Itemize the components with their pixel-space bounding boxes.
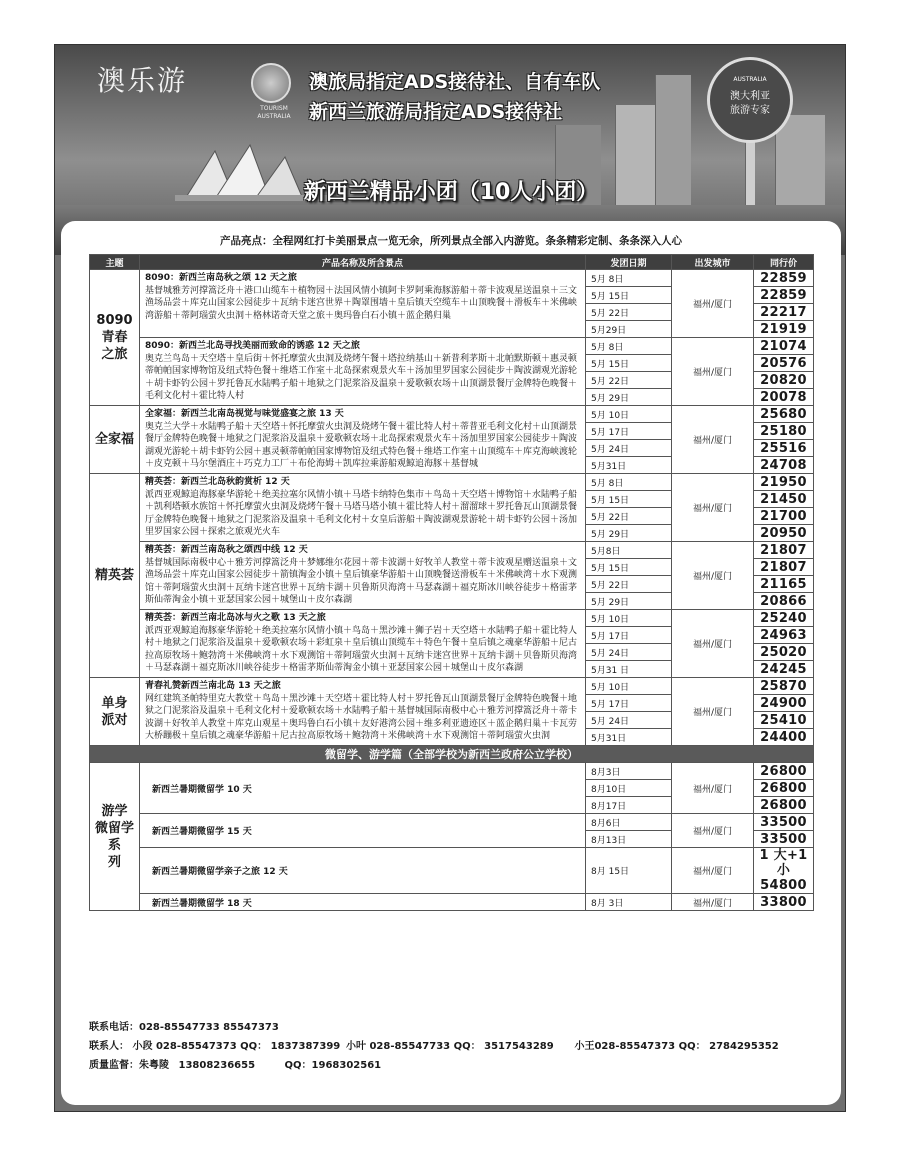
departure-city: 福州/厦门 bbox=[672, 338, 754, 406]
departure-city: 福州/厦门 bbox=[672, 678, 754, 746]
col-header-city: 出发城市 bbox=[672, 255, 754, 270]
departure-city: 福州/厦门 bbox=[672, 763, 754, 814]
trade-price: 20820 bbox=[754, 372, 814, 389]
supervisor-qq: 1968302561 bbox=[311, 1060, 382, 1071]
section-header-row bbox=[90, 746, 814, 763]
table-row bbox=[90, 474, 814, 491]
theme-cell: 单身 派对 bbox=[90, 678, 140, 746]
trade-price: 20950 bbox=[754, 525, 814, 542]
departure-date: 5月 10日 bbox=[586, 610, 672, 627]
contact-qq: 1837387399 bbox=[270, 1041, 341, 1052]
badge-top: AUSTRALIA bbox=[733, 76, 767, 83]
departure-city: 福州/厦门 bbox=[672, 814, 754, 848]
trade-price: 22859 bbox=[754, 287, 814, 304]
study-product-name: 新西兰暑期微留学 10 天 bbox=[140, 763, 586, 814]
trade-price: 25020 bbox=[754, 644, 814, 661]
product-name: 精英荟：新西兰南北岛冰与火之歌 13 天之旅 bbox=[145, 613, 326, 623]
trade-price: 26800 bbox=[754, 763, 814, 780]
departure-date: 5月 10日 bbox=[586, 678, 672, 695]
trade-price: 20576 bbox=[754, 355, 814, 372]
product-description-cell bbox=[140, 406, 586, 474]
trade-price: 25870 bbox=[754, 678, 814, 695]
col-header-price: 同行价 bbox=[754, 255, 814, 270]
trade-price: 25240 bbox=[754, 610, 814, 627]
contact-phone: 028-85547733 bbox=[369, 1041, 451, 1052]
departure-date: 8月6日 bbox=[586, 814, 672, 831]
contact-qq: 3517543289 bbox=[484, 1041, 554, 1052]
supervisor-line bbox=[89, 1056, 829, 1075]
product-name: 青春礼赞新西兰南北岛 13 天之旅 bbox=[145, 681, 281, 691]
departure-date: 5月31日 bbox=[586, 457, 672, 474]
itinerary-table bbox=[89, 254, 814, 911]
product-name: 8090：新西兰北岛寻找美丽而致命的诱惑 12 天之旅 bbox=[145, 341, 360, 351]
contact-phone-line bbox=[89, 1018, 829, 1037]
theme-cell: 精英荟 bbox=[90, 474, 140, 678]
departure-date: 5月31 日 bbox=[586, 661, 672, 678]
contact-qq: 2784295352 bbox=[709, 1041, 779, 1052]
theme-cell: 8090 青春 之旅 bbox=[90, 270, 140, 406]
study-section-title: 微留学、游学篇（全部学校为新西兰政府公立学校） bbox=[90, 746, 814, 763]
departure-date: 5月 8日 bbox=[586, 270, 672, 287]
supervisor-phone: 13808236655 bbox=[178, 1060, 256, 1071]
product-name: 全家福：新西兰北南岛视觉与味觉盛宴之旅 13 天 bbox=[145, 409, 344, 419]
poster bbox=[54, 44, 846, 1112]
tourism-australia-logo-icon bbox=[251, 63, 291, 103]
departure-date: 5月 8日 bbox=[586, 474, 672, 491]
product-attractions: 奥克兰大学＋水陆鸭子船＋天空塔＋怀托摩萤火虫洞及烧烤午餐＋霍比特人村＋蒂普亚毛利文化村＋山顶湖景餐厅金牌特色晚餐＋地狱之门泥浆浴及温泉＋爱歌顿农场＋北岛探索观景火车＋汤加里罗国家公园徒步＋陶波湖观光游轮＋胡卡虾钓公园＋惠灵顿蒂帕帕国家博物馆及纽式特色餐＋维塔工作室＋山顶缆车＋库克海峡渡轮＋皮克顿＋马尔堡酒庄＋巧克力工厂＋布伦海姆＋凯库拉乘游船观鲸追海豚＋基督城 bbox=[145, 421, 578, 470]
theme-cell: 全家福 bbox=[90, 406, 140, 474]
product-attractions: 基督城雅芳河撑篙泛舟＋港口山缆车＋植物园＋法国风情小镇阿卡罗阿乘海豚游船＋蒂卡波观星送温泉＋三文渔场品尝＋库克山国家公园徒步＋瓦纳卡迷宫世界＋陶罩围墙＋皇后镇天空缆车＋山顶晚餐＋滑板车＋米佛峡湾游船＋蒂阿瑙萤火虫洞＋格林诺奇天堂之旅＋奥玛鲁白石小镇＋蓝企鹅归巢 bbox=[145, 285, 578, 321]
departure-date: 5月29日 bbox=[586, 321, 672, 338]
trade-price: 1 大+1 小 54800 bbox=[754, 848, 814, 894]
badge-line-2: 旅游专家 bbox=[730, 105, 770, 116]
headline-ads: 澳旅局指定ADS接待社、自有车队 bbox=[309, 71, 601, 93]
trade-price: 24245 bbox=[754, 661, 814, 678]
trade-price: 25410 bbox=[754, 712, 814, 729]
qq-label: QQ： bbox=[453, 1041, 481, 1052]
brand-logo: 澳乐游 bbox=[97, 64, 188, 97]
trade-price: 20866 bbox=[754, 593, 814, 610]
badge-line-1: 澳大利亚 bbox=[730, 91, 770, 102]
logo-caption: TOURISM AUSTRALIA bbox=[257, 105, 291, 120]
table-row bbox=[90, 542, 814, 559]
table-row bbox=[90, 270, 814, 287]
product-description-cell bbox=[140, 338, 586, 406]
trade-price: 25516 bbox=[754, 440, 814, 457]
departure-date: 5月 15日 bbox=[586, 559, 672, 576]
departure-city: 福州/厦门 bbox=[672, 542, 754, 610]
contact-name: 小段 bbox=[132, 1041, 153, 1052]
departure-city: 福州/厦门 bbox=[672, 270, 754, 338]
table-row bbox=[90, 814, 814, 831]
trade-price: 21700 bbox=[754, 508, 814, 525]
product-highlights: 产品亮点：全程网红打卡美丽景点一览无余，所列景点全部入内游览。条条精彩定制、条条深入人心 bbox=[220, 235, 682, 247]
trade-price: 21950 bbox=[754, 474, 814, 491]
departure-city: 福州/厦门 bbox=[672, 848, 754, 894]
product-name: 精英荟：新西兰北岛秋韵赏析 12 天 bbox=[145, 477, 290, 487]
trade-price: 24963 bbox=[754, 627, 814, 644]
col-header-product: 产品名称及所含景点 bbox=[140, 255, 586, 270]
departure-date: 5月 15日 bbox=[586, 355, 672, 372]
contact-persons-line bbox=[89, 1037, 829, 1056]
departure-date: 5月 22日 bbox=[586, 372, 672, 389]
product-name: 8090：新西兰南岛秋之颂 12 天之旅 bbox=[145, 273, 297, 283]
table-row bbox=[90, 763, 814, 780]
headline-nz: 新西兰旅游局指定ADS接待社 bbox=[309, 101, 563, 123]
product-description-cell bbox=[140, 610, 586, 678]
contact-name: 小王 bbox=[574, 1041, 595, 1052]
trade-price: 33500 bbox=[754, 831, 814, 848]
trade-price: 21450 bbox=[754, 491, 814, 508]
product-title: 新西兰精品小团（10人小团） bbox=[303, 180, 599, 205]
departure-date: 5月 22日 bbox=[586, 508, 672, 525]
trade-price: 21807 bbox=[754, 559, 814, 576]
trade-price: 22217 bbox=[754, 304, 814, 321]
table-row bbox=[90, 848, 814, 894]
departure-date: 5月 29日 bbox=[586, 525, 672, 542]
departure-date: 8月13日 bbox=[586, 831, 672, 848]
contact-phone: 028-85547373 bbox=[155, 1041, 237, 1052]
trade-price: 26800 bbox=[754, 780, 814, 797]
product-description-cell bbox=[140, 270, 586, 338]
departure-date: 8月 15日 bbox=[586, 848, 672, 894]
col-header-theme: 主题 bbox=[90, 255, 140, 270]
trade-price: 21074 bbox=[754, 338, 814, 355]
departure-date: 5月 29日 bbox=[586, 389, 672, 406]
trade-price: 26800 bbox=[754, 797, 814, 814]
departure-date: 5月 8日 bbox=[586, 338, 672, 355]
departure-date: 5月 15日 bbox=[586, 491, 672, 508]
table-row bbox=[90, 406, 814, 423]
trade-price: 21919 bbox=[754, 321, 814, 338]
trade-price: 25680 bbox=[754, 406, 814, 423]
table-row bbox=[90, 894, 814, 911]
product-description-cell bbox=[140, 678, 586, 746]
departure-city: 福州/厦门 bbox=[672, 610, 754, 678]
product-name: 精英荟：新西兰南岛秋之颂西中线 12 天 bbox=[145, 545, 308, 555]
trade-price: 25180 bbox=[754, 423, 814, 440]
study-product-name: 新西兰暑期微留学 18 天 bbox=[140, 894, 586, 911]
product-attractions: 基督城国际南极中心＋雅芳河撑篙泛舟＋梦娜维尔花园＋蒂卡波湖＋好牧羊人教堂＋蒂卡波观星赠送温泉＋文渔场品尝＋库克山国家公园徒步＋箭镇淘金小镇＋皇后镇豪华游船＋山顶晚餐送滑板车＋米佛峡湾＋水下观测馆＋蒂阿瑙萤火虫洞＋瓦纳卡迷宫世界＋瓦纳卡湖＋贝鲁斯贝海湾＋马瑟森湖＋福克斯冰川峡谷徒步＋格雷茅斯仙蒂淘金小镇＋亚瑟国家公园＋城堡山＋皮尔森湖 bbox=[145, 557, 578, 606]
product-attractions: 派西亚观鲸追海豚豪华游轮＋绝美拉塞尔风情小镇＋鸟岛＋黑沙滩＋狮子岩＋天空塔＋水陆鸭子船＋霍比特人村＋地狱之门泥浆浴及温泉＋爱歌顿农场＋彩虹泉＋皇后镇山顶缆车＋特色午餐＋皇后镇之魂豪华游船＋尼古拉高原牧场＋鲍勃湾＋米佛峡湾＋水下观测馆＋蒂阿瑙萤火虫洞＋瓦纳卡迷宫世界＋瓦纳卡湖＋贝鲁斯贝海湾＋马瑟森湖＋福克斯冰川峡谷徒步＋格雷茅斯仙蒂淘金小镇＋亚瑟国家公园＋城堡山＋皮尔森湖 bbox=[145, 625, 578, 674]
person-label: 联系人： bbox=[89, 1041, 129, 1052]
departure-date: 5月 22日 bbox=[586, 304, 672, 321]
contact-name: 小叶 bbox=[345, 1041, 366, 1052]
product-attractions: 奥克兰鸟岛＋天空塔＋皇后街＋怀托摩萤火虫洞及烧烤午餐＋塔拉纳基山＋新普利茅斯＋北帕默斯顿＋惠灵顿蒂帕帕国家博物馆及纽式特色餐＋维塔工作室＋北岛探索观景火车＋汤加里罗国家公园徒步＋陶波湖观光游轮＋胡卡虾钓公园＋罗托鲁瓦水陆鸭子船＋地狱之门泥浆浴及温泉＋爱歌顿农场＋山顶湖景餐厅金牌特色晚餐＋毛利文化村＋霍比特人村 bbox=[145, 353, 578, 402]
qq-label: QQ： bbox=[240, 1041, 268, 1052]
trade-price: 21807 bbox=[754, 542, 814, 559]
table-body bbox=[90, 270, 814, 911]
departure-date: 8月 3日 bbox=[586, 894, 672, 911]
departure-date: 5月 17日 bbox=[586, 423, 672, 440]
departure-date: 5月 17日 bbox=[586, 627, 672, 644]
departure-date: 5月 22日 bbox=[586, 576, 672, 593]
departure-date: 5月31日 bbox=[586, 729, 672, 746]
trade-price: 21165 bbox=[754, 576, 814, 593]
table-row bbox=[90, 610, 814, 627]
trade-price: 24900 bbox=[754, 695, 814, 712]
col-header-date: 发团日期 bbox=[586, 255, 672, 270]
supervisor-label: 质量监督： bbox=[89, 1060, 139, 1071]
contact-phone: 028-85547373 bbox=[594, 1041, 676, 1052]
departure-date: 5月 17日 bbox=[586, 695, 672, 712]
trade-price: 24400 bbox=[754, 729, 814, 746]
departure-city: 福州/厦门 bbox=[672, 406, 754, 474]
trade-price: 22859 bbox=[754, 270, 814, 287]
contact-block bbox=[89, 1018, 829, 1075]
departure-date: 5月 24日 bbox=[586, 440, 672, 457]
trade-price: 20078 bbox=[754, 389, 814, 406]
departure-date: 5月8日 bbox=[586, 542, 672, 559]
trade-price: 24708 bbox=[754, 457, 814, 474]
trade-price: 33800 bbox=[754, 894, 814, 911]
departure-city: 福州/厦门 bbox=[672, 894, 754, 911]
study-product-name: 新西兰暑期微留学 15 天 bbox=[140, 814, 586, 848]
departure-date: 5月 24日 bbox=[586, 644, 672, 661]
theme-cell: 游学 微留学系 列 bbox=[90, 763, 140, 911]
departure-date: 5月 24日 bbox=[586, 712, 672, 729]
table-row bbox=[90, 338, 814, 355]
departure-date: 8月3日 bbox=[586, 763, 672, 780]
table-header-row bbox=[90, 255, 814, 270]
product-attractions: 派西亚观鲸追海豚豪华游轮＋绝美拉塞尔风情小镇＋马塔卡纳特色集市＋鸟岛＋天空塔＋博物馆＋水陆鸭子船＋凯利塔顿水族馆＋怀托摩萤火虫洞及烧烤午餐＋马塔马塔小镇＋霍比特人村＋溜溜球＋罗托鲁瓦山顶湖景餐厅金牌特色晚餐＋地狱之门泥浆浴及温泉＋毛利文化村＋女皇后游船＋陶波湖观景游轮＋胡卡虾钓公园＋汤加里罗国家公园＋探索之旅观光火车 bbox=[145, 489, 578, 538]
phone-label: 联系电话： bbox=[89, 1022, 139, 1033]
supervisor-name: 朱粤陵 bbox=[139, 1060, 169, 1071]
departure-date: 5月 10日 bbox=[586, 406, 672, 423]
product-description-cell bbox=[140, 542, 586, 610]
study-product-name: 新西兰暑期微留学亲子之旅 12 天 bbox=[140, 848, 586, 894]
trade-price: 33500 bbox=[754, 814, 814, 831]
phone-number: 028-85547733 85547373 bbox=[139, 1022, 279, 1033]
qq-label: QQ： bbox=[284, 1060, 312, 1071]
departure-date: 8月17日 bbox=[586, 797, 672, 814]
table-row bbox=[90, 678, 814, 695]
product-description-cell bbox=[140, 474, 586, 542]
product-attractions: 网红建筑圣帕特里克大教堂＋鸟岛＋黑沙滩＋天空塔＋霍比特人村＋罗托鲁瓦山顶湖景餐厅金牌特色晚餐＋地狱之门泥浆浴及温泉＋毛利文化村＋爱歌顿农场＋水陆鸭子船＋基督城国际南极中心＋雅芳河撑篙泛舟＋蒂卡波湖＋好牧羊人教堂＋库克山观星＋奥玛鲁白石小镇＋友好港湾公园＋维多利亚遗迹区＋蓝企鹅归巢＋卡瓦劳大桥蹦极＋皇后镇之魂豪华游船＋尼古拉高原牧场＋鲍勃湾＋米佛峡湾＋水下观测馆＋蒂阿瑙萤火虫洞 bbox=[145, 693, 578, 742]
qq-label: QQ： bbox=[678, 1041, 706, 1052]
expert-badge bbox=[707, 57, 793, 143]
departure-date: 8月10日 bbox=[586, 780, 672, 797]
departure-city: 福州/厦门 bbox=[672, 474, 754, 542]
departure-date: 5月 29日 bbox=[586, 593, 672, 610]
departure-date: 5月 15日 bbox=[586, 287, 672, 304]
